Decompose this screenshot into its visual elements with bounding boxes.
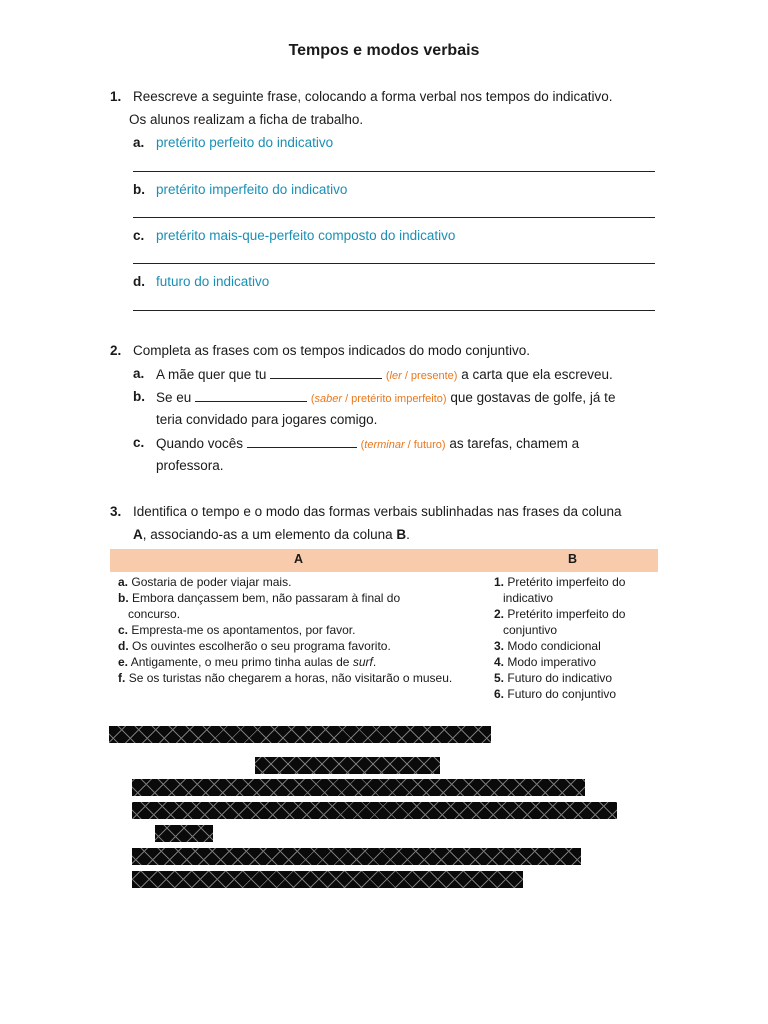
q2-item-a-letter: a.	[133, 366, 145, 381]
q2-item-c-after: as tarefas, chamem a	[449, 436, 580, 451]
col-a-item: f. Se os turistas não chegarem a horas, não visitarão o museu.	[118, 671, 453, 685]
q3-prompt-line1: Identifica o tempo e o modo das formas verbais sublinhadas nas frases da coluna	[133, 504, 622, 519]
q2-item-c-sentence	[156, 435, 579, 451]
col-b-item: 2. Pretérito imperfeito do	[494, 607, 626, 621]
q3-prompt-line2	[133, 527, 410, 542]
q3-prompt-mid: , associando-as a um elemento da coluna	[142, 527, 397, 542]
q1-item-a-letter: a.	[133, 135, 145, 150]
col-a-item: c. Empresta-me os apontamentos, por favor.	[118, 623, 356, 637]
redacted-block	[255, 757, 440, 774]
q2-item-c-tense: / futuro	[404, 439, 442, 451]
col-a-item: b. Embora dançassem bem, não passaram à final do	[118, 591, 401, 605]
q2-item-c-line2: professora.	[156, 458, 224, 473]
q2-number: 2.	[110, 343, 122, 358]
q2-item-b-tense: / pretérito imperfeito	[342, 393, 443, 405]
page-title: Tempos e modos verbais	[288, 42, 480, 59]
q2-item-b-before: Se eu	[156, 390, 192, 405]
q2-item-a-before: A mãe quer que tu	[156, 367, 267, 382]
q1-item-b-letter: b.	[133, 182, 145, 197]
col-a-item: e. Antigamente, o meu primo tinha aulas de surf.	[118, 655, 377, 669]
q2-item-b-sentence	[156, 389, 615, 405]
q2-item-b-blank[interactable]	[195, 389, 307, 402]
q2-item-a-after: a carta que ela escreveu.	[461, 367, 613, 382]
q2-item-a-blank[interactable]	[270, 366, 382, 379]
col-a-item: d. Os ouvintes escolherão o seu programa favorito.	[118, 639, 391, 653]
col-a-item: a. Gostaria de poder viajar mais.	[118, 575, 292, 589]
q2-item-b-after: que gostavas de golfe, já te	[450, 390, 616, 405]
col-b-item: 3. Modo condicional	[494, 639, 601, 653]
q3-prompt-col-b: B	[396, 527, 407, 542]
q1-number: 1.	[110, 89, 122, 104]
redacted-block	[132, 848, 581, 865]
q1-item-d-label: futuro do indicativo	[156, 274, 270, 289]
table-header-b: B	[487, 549, 658, 572]
q2-item-b-line2: teria convidado para jogares comigo.	[156, 412, 378, 427]
q3-prompt-end: .	[406, 527, 410, 542]
col-b-item: 6. Futuro do conjuntivo	[494, 687, 617, 701]
q2-item-a-sentence	[156, 366, 613, 382]
col-b-item: 5. Futuro do indicativo	[494, 671, 613, 685]
q1-item-d-letter: d.	[133, 274, 145, 289]
q2-item-b-letter: b.	[133, 389, 145, 404]
q3-number: 3.	[110, 504, 122, 519]
q2-prompt: Completa as frases com os tempos indicados do modo conjuntivo.	[133, 343, 530, 358]
q1-item-c-label: pretérito mais-que-perfeito composto do indicativo	[156, 228, 456, 243]
col-b-item: 1. Pretérito imperfeito do	[494, 575, 626, 589]
q2-item-c-verb: terminar	[364, 439, 405, 451]
q1-answer-line-a[interactable]	[133, 171, 655, 172]
redacted-block	[132, 802, 617, 819]
col-b-item: 4. Modo imperativo	[494, 655, 597, 669]
q3-prompt-col-a: A	[133, 527, 143, 542]
q2-item-b-verb: saber	[314, 393, 343, 405]
q1-item-c-letter: c.	[133, 228, 145, 243]
q1-sentence: Os alunos realizam a ficha de trabalho.	[129, 112, 364, 127]
q1-item-b-label: pretérito imperfeito do indicativo	[156, 182, 348, 197]
redacted-block	[132, 779, 585, 796]
col-a-item-cont: concurso.	[128, 607, 181, 621]
q1-answer-line-c[interactable]	[133, 263, 655, 264]
q2-item-a-hint: (ler / presente)	[385, 370, 458, 382]
redacted-block	[155, 825, 213, 842]
q2-item-a-verb: ler	[389, 370, 402, 382]
q2-item-c-hint: (terminar / futuro)	[360, 439, 446, 451]
redacted-block	[109, 726, 491, 743]
q1-item-a-label: pretérito perfeito do indicativo	[156, 135, 334, 150]
q2-item-c-blank[interactable]	[247, 435, 357, 448]
q2-item-c-letter: c.	[133, 435, 145, 450]
q2-item-b-hint: (saber / pretérito imperfeito)	[310, 393, 447, 405]
q2-item-c-before: Quando vocês	[156, 436, 244, 451]
q2-item-a-tense: / presente	[401, 370, 454, 382]
table-header-a: A	[110, 549, 487, 572]
q1-answer-line-d[interactable]	[133, 310, 655, 311]
q1-answer-line-b[interactable]	[133, 217, 655, 218]
redacted-block	[132, 871, 523, 888]
col-b-item-cont: indicativo	[503, 591, 554, 605]
q1-prompt: Reescreve a seguinte frase, colocando a forma verbal nos tempos do indicativo.	[133, 89, 613, 104]
col-b-item-cont: conjuntivo	[503, 623, 558, 637]
